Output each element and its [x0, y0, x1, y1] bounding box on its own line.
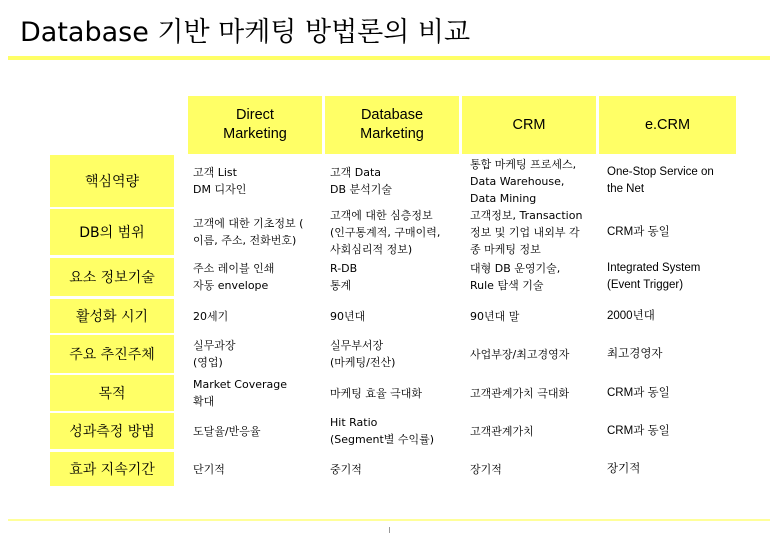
table-cell: CRM과 동일: [607, 225, 670, 238]
table-cell: 주소 레이블 인쇄 자동 envelope: [193, 262, 275, 292]
header-ecrm: [599, 96, 736, 154]
table-cell: 마케팅 효율 극대화: [330, 386, 423, 400]
table-cell: 사업부장/최고경영자: [470, 347, 570, 361]
table-cell: 고객관계가치: [470, 424, 534, 438]
table-cell: 중기적: [330, 462, 362, 476]
table-cell: One-Stop Service on the Net: [607, 166, 714, 195]
row-label: 요소 정보기술: [69, 270, 155, 286]
table-cell: 90년대: [330, 309, 366, 323]
table-cell: 대형 DB 운영기술, Rule 탐색 기술: [470, 262, 561, 292]
footer-rule: [8, 519, 770, 521]
row-label: 효과 지속기간: [69, 462, 155, 478]
table-cell: 2000년대: [607, 309, 655, 322]
table-cell: Market Coverage 확대: [193, 378, 288, 408]
table-cell: 장기적: [607, 462, 641, 475]
table-cell: 고객에 대한 심층정보 (인구통계적, 구매이력, 사회심리적 정보): [330, 208, 441, 256]
table-cell: 단기적: [193, 462, 225, 476]
row-label: 주요 추진주체: [69, 347, 155, 363]
table-cell: 20세기: [193, 309, 229, 323]
header-crm: [462, 96, 596, 154]
table-cell: Hit Ratio (Segment별 수익률): [330, 416, 435, 446]
table-cell: CRM과 동일: [607, 386, 670, 399]
row-label-info-tech: [50, 258, 174, 296]
row-label: 활성화 시기: [75, 309, 149, 325]
table-cell: 도달율/반응율: [193, 424, 261, 438]
header-database-marketing: [325, 96, 459, 154]
table-cell: 장기적: [470, 462, 502, 476]
table-cell: 고객에 대한 기초정보 ( 이름, 주소, 전화번호): [193, 217, 304, 247]
row-label-performance-measure: [50, 413, 174, 449]
row-label-core-competency: [50, 155, 174, 207]
table-cell: 고객정보, Transaction 정보 및 기업 내외부 각 종 마케팅 정보: [470, 208, 583, 256]
header-label: CRM: [512, 116, 546, 133]
row-label-main-driver: [50, 335, 174, 373]
page-title: Database 기반 마케팅 방법론의 비교: [20, 17, 471, 48]
row-label-effect-duration: [50, 452, 174, 486]
title-underline: [8, 56, 770, 60]
row-label: 핵심역량: [84, 174, 140, 190]
table-cell: 고객 List DM 디자인: [193, 166, 247, 196]
table-cell: R-DB 통계: [330, 262, 358, 292]
table-cell: 통합 마케팅 프로세스, Data Warehouse, Data Mining: [470, 157, 577, 205]
table-cell: 실무부서장 (마케팅/전산): [330, 339, 396, 369]
header-label: e.CRM: [644, 116, 691, 133]
footer-center-mark: [389, 527, 390, 533]
row-label: DB의 범위: [79, 225, 145, 241]
table-cell: 고객관계가치 극대화: [470, 386, 570, 400]
row-label: 목적: [98, 386, 126, 402]
row-label-activation-period: [50, 299, 174, 333]
table-cell: CRM과 동일: [607, 424, 670, 437]
table-cell: 90년대 말: [470, 309, 520, 323]
table-cell: 고객 Data DB 분석기술: [330, 166, 393, 196]
row-label-db-scope: [50, 209, 174, 255]
header-label: Database Marketing: [360, 107, 424, 142]
table-cell: 최고경영자: [607, 347, 663, 360]
table-cell: Integrated System (Event Trigger): [607, 262, 701, 291]
header-direct-marketing: [188, 96, 322, 154]
row-label: 성과측정 방법: [69, 424, 155, 440]
table-cell: 실무과장 (영업): [193, 339, 236, 369]
header-label: Direct Marketing: [223, 107, 287, 142]
row-label-purpose: [50, 375, 174, 411]
